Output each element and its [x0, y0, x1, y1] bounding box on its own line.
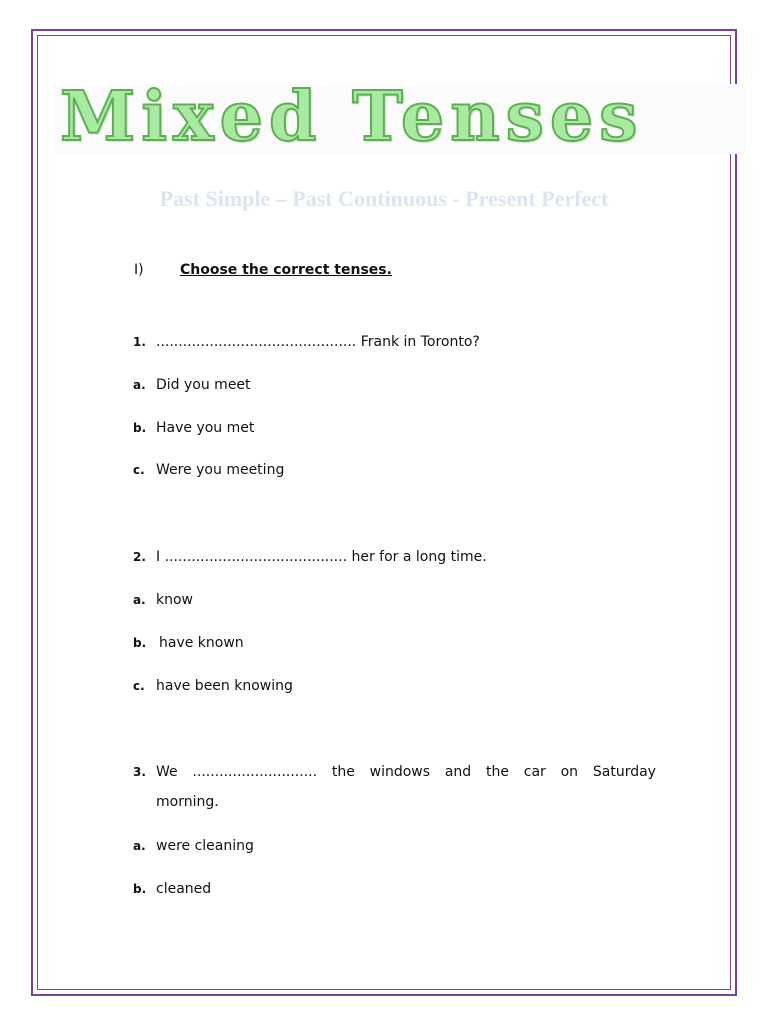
option-text: Were you meeting — [156, 462, 285, 478]
worksheet-title: Mixed Tenses — [60, 77, 644, 157]
option-letter: c. — [133, 463, 145, 477]
option-text: know — [156, 592, 193, 608]
section-heading — [134, 262, 434, 282]
worksheet-subtitle: Past Simple – Past Continuous - Present Perfect — [159, 186, 609, 211]
option-letter: b. — [133, 882, 147, 896]
word: Saturday — [592, 764, 656, 780]
option-text: have known — [159, 635, 244, 651]
word: the — [485, 764, 509, 780]
question-number: 1. — [133, 335, 146, 349]
question-text — [156, 757, 656, 817]
option-letter: b. — [133, 421, 147, 435]
option-letter: b. — [133, 636, 147, 650]
word: car — [523, 764, 546, 780]
option-text: Did you meet — [156, 377, 251, 393]
question-text: I ......................................... her for a long time. — [156, 549, 487, 565]
option-text: Have you met — [156, 420, 255, 436]
option-letter: a. — [133, 839, 146, 853]
word: We — [156, 764, 178, 780]
question-text-line — [156, 757, 656, 787]
option-letter: a. — [133, 593, 146, 607]
question-text-continued: morning. — [156, 794, 219, 810]
word: the — [331, 764, 355, 780]
section-instruction: Choose the correct tenses. — [180, 262, 392, 278]
option-text: have been knowing — [156, 678, 293, 694]
option-text: were cleaning — [156, 838, 254, 854]
option-letter: a. — [133, 378, 146, 392]
word: on — [560, 764, 579, 780]
word: windows — [369, 764, 431, 780]
word: and — [444, 764, 472, 780]
option-letter: c. — [133, 679, 145, 693]
answer-blank: ............................ — [192, 764, 318, 780]
question-number: 2. — [133, 550, 146, 564]
section-number: I) — [134, 262, 144, 278]
question-number: 3. — [133, 765, 146, 779]
option-text: cleaned — [156, 881, 212, 897]
question-text: ............................................. Frank in Toronto? — [156, 334, 480, 350]
